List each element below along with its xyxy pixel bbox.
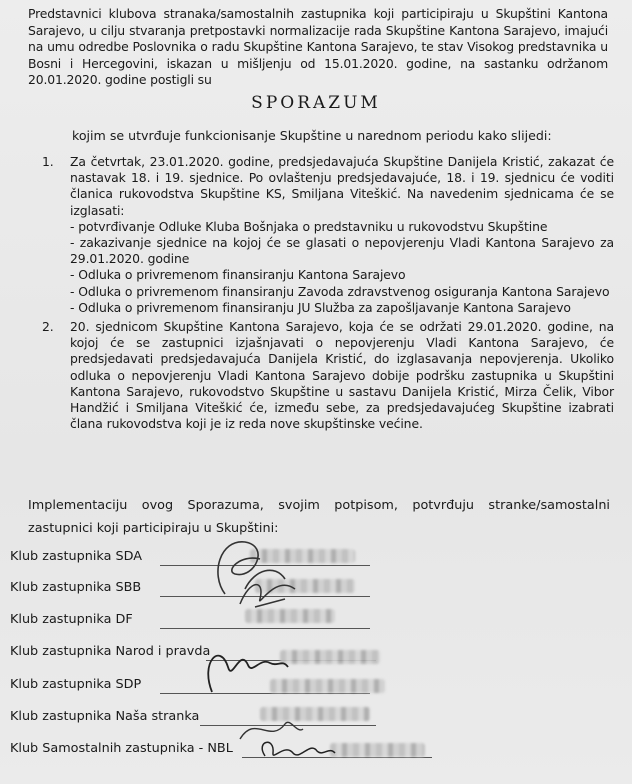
sub-item: - Odluka o privremenom finansiranju Zavoda zdravstvenog osiguranja Kantona Sarajevo xyxy=(70,283,610,299)
sub-item: - Odluka o privremenom finansiranju JU Služba za zapošljavanje Kantona Sarajevo xyxy=(70,299,571,315)
sub-item: - potvrđivanje Odluke Kluba Bošnjaka o predstavniku u rukovodstvu Skupštine xyxy=(70,218,548,234)
document-title: SPORAZUM xyxy=(251,93,381,113)
club-label-sdp: Klub zastupnika SDP xyxy=(10,677,142,692)
club-label-nbl: Klub Samostalnih zastupnika - NBL xyxy=(10,741,233,756)
club-label-sbb: Klub zastupnika SBB xyxy=(10,580,142,595)
document-subtitle: kojim se utvrđuje funkcionisanje Skupštine u narednom periodu kako slijedi: xyxy=(72,128,552,143)
signature-line xyxy=(160,628,370,629)
redacted-signature xyxy=(330,743,425,757)
redacted-signature xyxy=(280,650,380,664)
agreement-items xyxy=(28,154,614,435)
club-label-narod-i-pravda: Klub zastupnika Narod i pravda xyxy=(10,644,211,659)
sub-item: - Odluka o privremenom finansiranju Kantona Sarajevo xyxy=(70,267,406,283)
item-text: 20. sjednicom Skupštine Kantona Sarajevo, koja će se održati 29.01.2020. godine, na kojoj će se zastupnici izjašnjavati o nepovjerenju Vladi Kantona Sarajevo, će predsjedavati predsjedavajuća Danijela Kristić, do izglasavanja nepovjerenja. Ukoliko odluka o nepovjerenju Vladi Kantona Sarajevo dobije podršku zastupnika u Skupštini Kantona Sarajevo, rukovodstvo Skupštine u sastavu Danijela Kristić, Mirza Čelik, Vibor Handžić i Smiljana Viteškić će, između sebe, za predsjedavajućeg Skupštine izabrati člana rukovodstva koji je iz reda nove skupštinske većine. xyxy=(70,319,614,432)
intro-text: Predstavnici klubova stranaka/samostalnih zastupnika koji participiraju u Skupštini Kantona Sarajevo, u cilju stvaranja pretpostavki normalizacije rada Skupštine Kantona Sarajevo, imajući na umu odredbe Poslovnika o radu Skupštine Kantona Sarajevo, te stav Visokog predstavnika u Bosni i Hercegovini, iskazan u mišljenju od 15.01.2020. godine, na sastanku održanom 20.01.2020. godine postigli su xyxy=(28,6,608,87)
signature-scribble-sbb xyxy=(235,569,305,614)
signature-intro: Implementaciju ovog Sporazuma, svojim potpisom, potvrđuju stranke/samostalni zastupnici koji participiraju u Skupštini: xyxy=(28,498,610,536)
signature-scribble-sdp xyxy=(200,637,290,697)
sub-item: - zakazivanje sjednice na kojoj će se glasati o nepovjerenju Vladi Kantona Sarajevo za 29.01.2020. godine xyxy=(70,235,614,267)
agreement-item-1 xyxy=(28,154,614,316)
item-number: 2. xyxy=(42,319,54,335)
item-text: Za četvrtak, 23.01.2020. godine, predsjedavajuća Skupštine Danijela Kristić, zakazat će nastavak 18. i 19. sjednice. Po ovlaštenju predsjedavajuće, 18. i 19. sjednicu će voditi članica rukovodstva Skupštine KS, Smiljana Viteškić. Na navedenim sjednicama će se izglasati: xyxy=(70,154,614,218)
item-number: 1. xyxy=(42,154,54,169)
club-label-nasa-stranka: Klub zastupnika Naša stranka xyxy=(10,709,200,724)
agreement-item-2 xyxy=(28,319,614,432)
signature-scribble-nbl xyxy=(255,731,335,766)
club-label-df: Klub zastupnika DF xyxy=(10,612,133,627)
club-label-sda: Klub zastupnika SDA xyxy=(10,549,142,564)
intro-paragraph xyxy=(28,6,608,89)
